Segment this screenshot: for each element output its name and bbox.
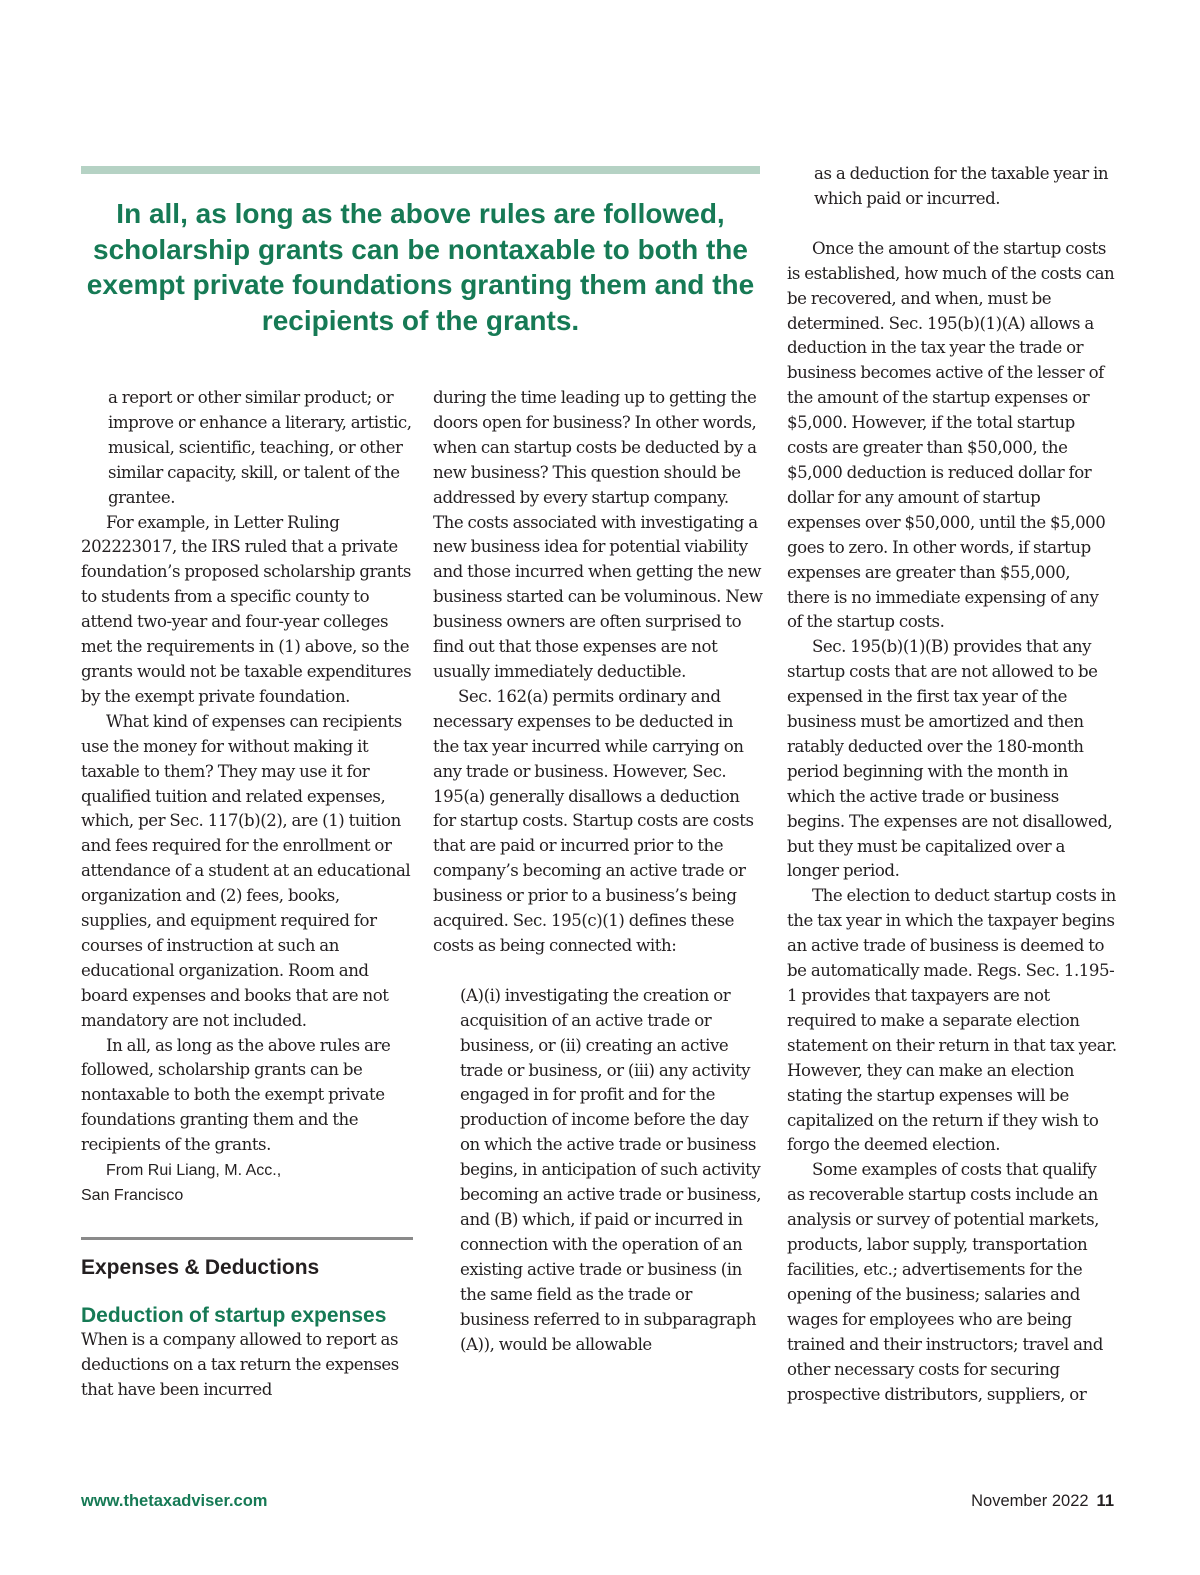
paragraph: Some examples of costs that qualify as recoverable startup costs include an analysis or survey of potential markets, products, labor supply, transportation facilities, etc.; advertisements for the opening of the business; salaries and wages for employees who are being trained and their instructors; travel and other necessary costs for securing prospective distributors, suppliers, or: [787, 1160, 1103, 1404]
paragraph: In all, as long as the above rules are followed, scholarship grants can be nontaxable to both the exempt private foundations granting them and the recipients of the grants.: [81, 1035, 391, 1155]
paragraph: For example, in Letter Ruling 202223017, the IRS ruled that a private foundation’s proposed scholarship grants to students from a specific county to attend two-year and four-year colleges met the requirements in (1) above, so the grants would not be taxable expenditures by the exempt private foundation.: [81, 512, 412, 706]
section-heading: Expenses & Deductions: [81, 1256, 320, 1280]
paragraph: What kind of expenses can recipients use the money for without making it taxable to them? They may use it for qualified tuition and related expenses, which, per Sec. 117(b)(2), are (1) tuition and fees required for the enrollment or attendance of a student at an educational organization and (2) fees, books, supplies, and equipment required for courses of instruction at such an educational organization. Room and board expenses and books that are not mandatory are not included.: [81, 711, 411, 1030]
column-3: [787, 162, 1117, 1407]
section-divider: [81, 1237, 413, 1240]
page-number: 11: [1096, 1492, 1114, 1510]
paragraph: The election to deduct startup costs in the tax year in which the taxpayer begins an active trade of business is deemed to be automatically made. Regs. Sec. 1.195-1 provides that taxpayers are not required to make a separate election statement on their return in that tax year. However, they can make an election stating the startup expenses will be capitalized on the return if they wish to forgo the deemed election.: [787, 886, 1117, 1155]
footer-website: www.thetaxadviser.com: [81, 1492, 268, 1510]
statute-quote: (A)(i) investigating the creation or acquisition of an active trade or business, or (ii) creating an active trade or business, or (iii) any activity engaged in for profit and for the production of income before the day on which the active trade or business begins, in anticipation of such activity becoming an active trade or business, and (B) which, if paid or incurred in connection with the operation of an existing active trade or business (in the same field as the trade or business referred to in subparagraph (A)), would be allowable: [460, 985, 762, 1354]
article-intro: When is a company allowed to report as deductions on a tax return the expenses that have been incurred: [81, 1330, 399, 1399]
column-2: [433, 386, 763, 1357]
paragraph: during the time leading up to getting the doors open for business? In other words, when can startup costs be deducted by a new business? This question should be addressed by every startup company. The costs associated with investigating a new business idea for potential viability and those incurred when getting the new business started can be voluminous. New business owners are often surprised to find out that those expenses are not usually immediately deductible.: [433, 388, 763, 681]
credit-line: San Francisco: [81, 1187, 184, 1205]
article-title: Deduction of startup expenses: [81, 1304, 387, 1328]
author-credit: [81, 1158, 413, 1208]
pull-quote: In all, as long as the above rules are followed, scholarship grants can be nontaxable to both the exempt private foundations granting them and the recipients of the grants.: [86, 198, 755, 336]
credit-line: From Rui Liang, M. Acc.,: [106, 1162, 282, 1180]
footer-issue: [971, 1492, 1114, 1511]
paragraph: Once the amount of the startup costs is established, how much of the costs can be recovered, and when, must be determined. Sec. 195(b)(1)(A) allows a deduction in the tax year the trade or business becomes active of the lesser of the amount of the startup expenses or $5,000. However, if the total startup costs are greater than $50,000, the $5,000 deduction is reduced dollar for dollar for any amount of startup expenses over $50,000, until the $5,000 goes to zero. In other words, if startup expenses are greater than $55,000, there is no immediate expensing of any of the startup costs.: [787, 238, 1115, 632]
list-item-continuation: a report or other similar product; or improve or enhance a literary, artistic, musical, scientific, teaching, or other similar capacity, skill, or talent of the grantee.: [108, 388, 412, 507]
issue-date: November 2022: [971, 1492, 1089, 1510]
column-1: [81, 386, 413, 1403]
pull-quote-rule: [81, 166, 760, 174]
paragraph: Sec. 162(a) permits ordinary and necessary expenses to be deducted in the tax year incurred while carrying on any trade or business. However, Sec. 195(a) generally disallows a deduction for startup costs. Startup costs are costs that are paid or incurred prior to the company’s becoming an active trade or business or prior to a business’s being acquired. Sec. 195(c)(1) defines these costs as being connected with:: [433, 686, 754, 955]
paragraph: Sec. 195(b)(1)(B) provides that any startup costs that are not allowed to be expensed in the first tax year of the business must be amortized and then ratably deducted over the 180-month period beginning with the month in which the active trade or business begins. The expenses are not disallowed, but they must be capitalized over a longer period.: [787, 637, 1113, 881]
statute-quote-continuation: as a deduction for the taxable year in which paid or incurred.: [814, 164, 1109, 208]
